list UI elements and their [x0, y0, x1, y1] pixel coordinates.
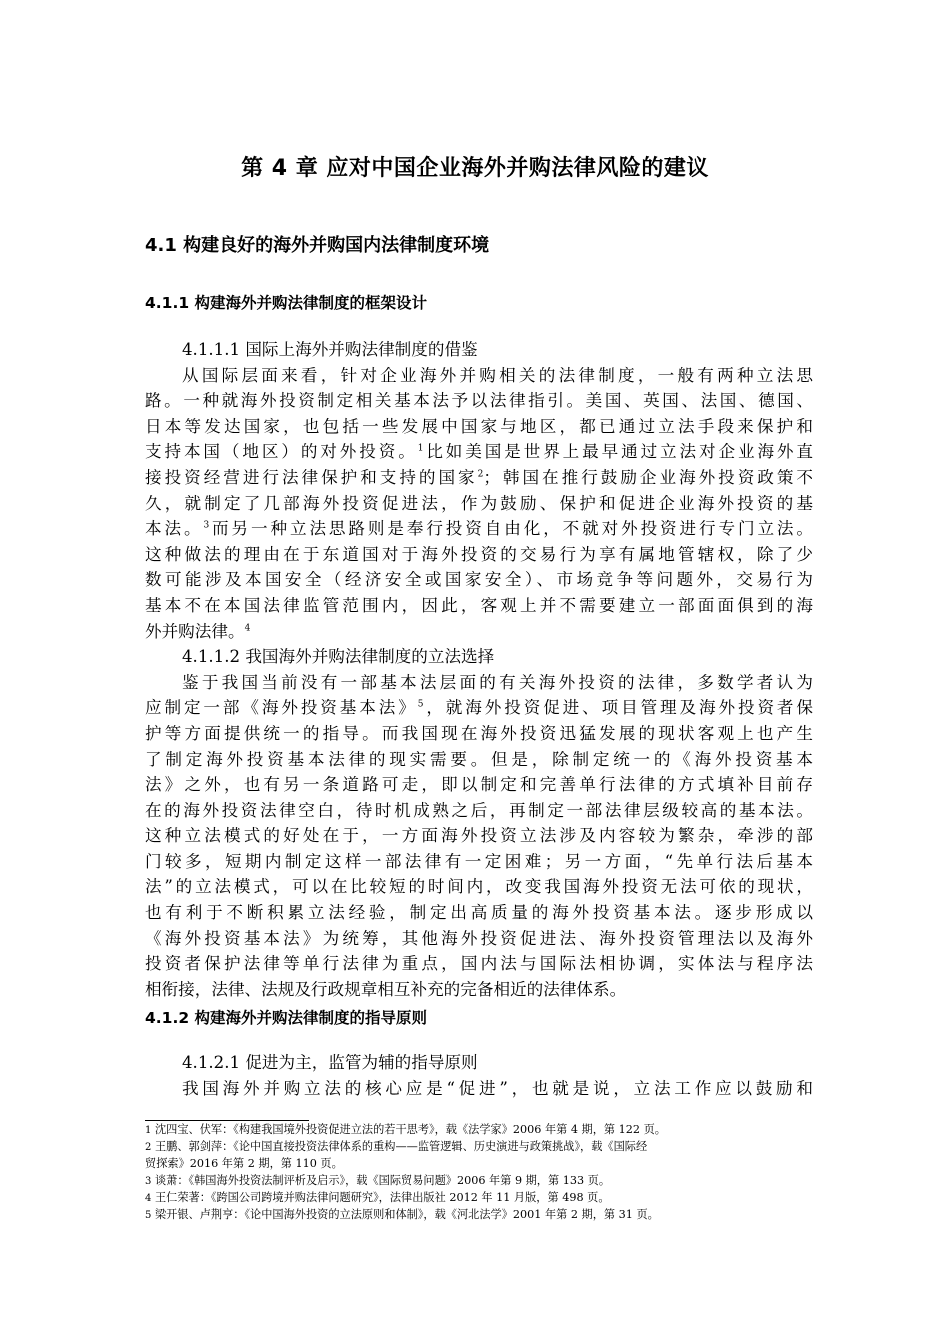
footnote-1: 1 沈四宝、伏军：《构建我国境外投资促进立法的若干思考》，载《法学家》2006 年第 4 期，第 122 页。: [145, 1123, 666, 1136]
paragraph-line: 接投资经营进行法律保护和支持的国家$^2$；韩国在推行鼓励企业海外投资政策不: [145, 467, 814, 487]
subsection-heading: 4.1.2.1 促进为主，监管为辅的指导原则: [182, 1053, 478, 1072]
footnote-ref[interactable]: 5: [417, 699, 424, 710]
subsection-heading: 4.1.1.2 我国海外并购法律制度的立法选择: [182, 647, 495, 667]
footnote-2: 2 王鹏、郭剑萍：《论中国直接投资法律体系的重构——监管逻辑、历史演进与政策挑战》，载《国际经: [145, 1140, 648, 1154]
footnote-2-continued: 贸探索》2016 年第 2 期，第 110 页。: [145, 1157, 343, 1171]
paragraph-line: 这种立法模式的好处在于，一方面海外投资立法涉及内容较为繁杂，牵涉的部: [145, 826, 813, 846]
footnote-4: 4 王仁荣著：《跨国公司跨境并购法律问题研究》，法律出版社 2012 年 11 月版，第 498 页。: [145, 1190, 610, 1204]
footnote-ref[interactable]: 4: [244, 623, 251, 633]
paragraph-line: 法》之外，也有另一条道路可走，即以制定和完善单行法律的方式填补目前存: [145, 775, 813, 795]
paragraph-line: 外并购法律。$^4$: [145, 621, 251, 641]
paragraph-line: 本法。$^3$而另一种立法思路则是奉行投资自由化，不就对外投资进行专门立法。: [145, 519, 814, 539]
footnote-ref[interactable]: 2: [477, 469, 484, 480]
paragraph-line: 基本不在本国法律监管范围内，因此，客观上并不需要建立一部面面俱到的海: [145, 595, 813, 615]
body-section-4-1-1: [145, 337, 813, 1002]
paragraph-line: 从国际层面来看，针对企业海外并购相关的法律制度，一般有两种立法思: [182, 365, 813, 385]
paragraph-line: 在的海外投资法律空白，待时机成熟之后，再制定一部法律层级较高的基本法。: [145, 800, 813, 820]
paragraph-line: 支持本国（地区）的对外投资。$^1$比如美国是世界上最早通过立法对企业海外直: [145, 442, 814, 462]
footnote-ref[interactable]: 1: [417, 443, 424, 454]
footnote-5: 5 梁开银、卢荆亨：《论中国海外投资的立法原则和体制》，载《河北法学》2001 年第 2 期，第 31 页。: [145, 1208, 659, 1222]
body-section-4-1-2: [145, 1050, 813, 1101]
paragraph-line: 了制定海外投资基本法律的现实需要。但是，除制定统一的《海外投资基本: [145, 749, 813, 769]
paragraph-line: 应制定一部《海外投资基本法》$^5$，就海外投资促进、项目管理及海外投资者保: [145, 698, 814, 718]
paragraph-line: 我国海外并购立法的核心应是“促进”，也就是说，立法工作应以鼓励和: [182, 1078, 813, 1098]
section-heading-4-1-2: 4.1.2 构建海外并购法律制度的指导原则: [145, 1009, 428, 1027]
section-heading-4-1: 4.1 构建良好的海外并购国内法律制度环境: [145, 235, 490, 256]
section-heading-4-1-1: 4.1.1 构建海外并购法律制度的框架设计: [145, 294, 428, 312]
paragraph-line: 日本等发达国家，也包括一些发展中国家与地区，都已通过立法手段来保护和: [145, 416, 813, 436]
paragraph-line: 护等方面提供统一的指导。而我国现在海外投资迅猛发展的现状客观上也产生: [145, 723, 813, 743]
footnote-3: 3 谈萧：《韩国海外投资法制评析及启示》，载《国际贸易问题》2006 年第 9 期，第 133 页。: [145, 1173, 611, 1187]
paragraph-line: 投资者保护法律等单行法律为重点，国内法与国际法相协调，实体法与程序法: [145, 954, 813, 974]
paragraph-line: 《海外投资基本法》为统筹，其他海外投资促进法、海外投资管理法以及海外: [145, 928, 813, 948]
paragraph-line: 久，就制定了几部海外投资促进法，作为鼓励、保护和促进企业海外投资的基: [145, 493, 813, 513]
paragraph-line: 路。一种就海外投资制定相关基本法予以法律指引。美国、英国、法国、德国、: [145, 391, 813, 411]
paragraph-line: 门较多，短期内制定这样一部法律有一定困难；另一方面，“先单行法后基本: [145, 851, 813, 871]
footnote-separator: [145, 1120, 309, 1121]
paragraph-line: 数可能涉及本国安全（经济安全或国家安全）、市场竞争等问题外，交易行为: [145, 570, 813, 590]
paragraph-line: 鉴于我国当前没有一部基本法层面的有关海外投资的法律，多数学者认为: [182, 672, 813, 692]
paragraph-line: 相衔接，法律、法规及行政规章相互补充的完备相近的法律体系。: [145, 979, 627, 999]
footnote-ref[interactable]: 3: [203, 520, 210, 531]
footnotes: [145, 1122, 813, 1224]
chapter-title: 第 4 章 应对中国企业海外并购法律风险的建议: [241, 156, 709, 181]
paragraph-line: 也有利于不断积累立法经验，制定出高质量的海外投资基本法。逐步形成以: [145, 903, 813, 923]
subsection-heading: 4.1.1.1 国际上海外并购法律制度的借鉴: [182, 340, 478, 359]
paragraph-line: 这种做法的理由在于东道国对于海外投资的交易行为享有属地管辖权，除了少: [145, 544, 813, 564]
paragraph-line: 法”的立法模式，可以在比较短的时间内，改变我国海外投资无法可依的现状，: [145, 877, 813, 897]
